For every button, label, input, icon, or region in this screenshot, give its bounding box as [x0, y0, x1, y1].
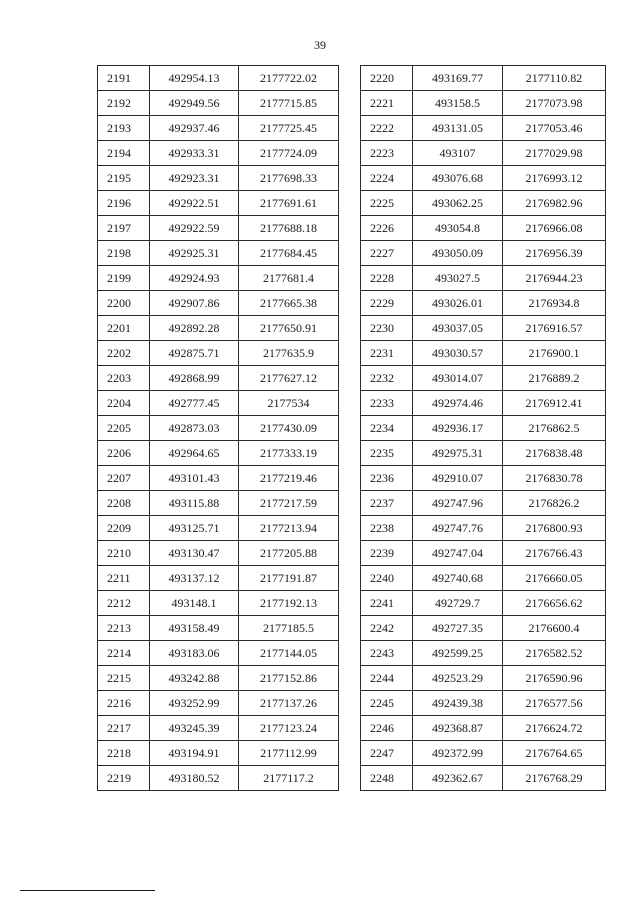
point-id-cell: 2200 [98, 291, 150, 316]
table-row [361, 766, 606, 791]
x-coordinate-cell: 492777.45 [150, 391, 239, 416]
table-row [98, 316, 339, 341]
point-id-cell: 2222 [361, 116, 413, 141]
table-row [98, 716, 339, 741]
y-coordinate-cell: 2177217.59 [239, 491, 339, 516]
point-id-cell: 2238 [361, 516, 413, 541]
table-row [98, 341, 339, 366]
table-row [361, 266, 606, 291]
table-row [98, 391, 339, 416]
point-id-cell: 2218 [98, 741, 150, 766]
y-coordinate-cell: 2176900.1 [503, 341, 606, 366]
point-id-cell: 2228 [361, 266, 413, 291]
point-id-cell: 2203 [98, 366, 150, 391]
table-row [98, 216, 339, 241]
y-coordinate-cell: 2177650.91 [239, 316, 339, 341]
y-coordinate-cell: 2176956.39 [503, 241, 606, 266]
point-id-cell: 2193 [98, 116, 150, 141]
y-coordinate-cell: 2177635.9 [239, 341, 339, 366]
y-coordinate-cell: 2177681.4 [239, 266, 339, 291]
y-coordinate-cell: 2177191.87 [239, 566, 339, 591]
y-coordinate-cell: 2176944.23 [503, 266, 606, 291]
x-coordinate-cell: 492372.99 [413, 741, 503, 766]
table-row [361, 491, 606, 516]
y-coordinate-cell: 2177213.94 [239, 516, 339, 541]
y-coordinate-cell: 2176916.57 [503, 316, 606, 341]
table-row [361, 666, 606, 691]
x-coordinate-cell: 492368.87 [413, 716, 503, 741]
table-row [361, 216, 606, 241]
table-row [361, 566, 606, 591]
table-row [98, 491, 339, 516]
x-coordinate-cell: 493014.07 [413, 366, 503, 391]
x-coordinate-cell: 493169.77 [413, 66, 503, 91]
table-row [361, 191, 606, 216]
point-id-cell: 2246 [361, 716, 413, 741]
table-row [98, 741, 339, 766]
y-coordinate-cell: 2177123.24 [239, 716, 339, 741]
y-coordinate-cell: 2177534 [239, 391, 339, 416]
table-row [98, 541, 339, 566]
footnote-rule [20, 890, 155, 891]
x-coordinate-cell: 493148.1 [150, 591, 239, 616]
y-coordinate-cell: 2177722.02 [239, 66, 339, 91]
point-id-cell: 2212 [98, 591, 150, 616]
table-row [361, 341, 606, 366]
point-id-cell: 2224 [361, 166, 413, 191]
x-coordinate-cell: 492523.29 [413, 666, 503, 691]
point-id-cell: 2242 [361, 616, 413, 641]
x-coordinate-cell: 493027.5 [413, 266, 503, 291]
x-coordinate-cell: 492599.25 [413, 641, 503, 666]
y-coordinate-cell: 2176600.4 [503, 616, 606, 641]
x-coordinate-cell: 492875.71 [150, 341, 239, 366]
y-coordinate-cell: 2177053.46 [503, 116, 606, 141]
table-row [98, 366, 339, 391]
table-row [361, 366, 606, 391]
table-row [361, 91, 606, 116]
point-id-cell: 2240 [361, 566, 413, 591]
table-row [361, 416, 606, 441]
x-coordinate-cell: 492923.31 [150, 166, 239, 191]
x-coordinate-cell: 492936.17 [413, 416, 503, 441]
y-coordinate-cell: 2177137.26 [239, 691, 339, 716]
point-id-cell: 2199 [98, 266, 150, 291]
y-coordinate-cell: 2177152.86 [239, 666, 339, 691]
table-row [98, 466, 339, 491]
y-coordinate-cell: 2177333.19 [239, 441, 339, 466]
point-id-cell: 2244 [361, 666, 413, 691]
table-row [98, 566, 339, 591]
x-coordinate-cell: 492922.51 [150, 191, 239, 216]
point-id-cell: 2223 [361, 141, 413, 166]
x-coordinate-cell: 493026.01 [413, 291, 503, 316]
x-coordinate-cell: 493131.05 [413, 116, 503, 141]
x-coordinate-cell: 492974.46 [413, 391, 503, 416]
table-row [361, 116, 606, 141]
table-row [361, 66, 606, 91]
y-coordinate-cell: 2177192.13 [239, 591, 339, 616]
y-coordinate-cell: 2177029.98 [503, 141, 606, 166]
y-coordinate-cell: 2177715.85 [239, 91, 339, 116]
x-coordinate-cell: 492907.86 [150, 291, 239, 316]
y-coordinate-cell: 2176624.72 [503, 716, 606, 741]
table-row [361, 741, 606, 766]
table-row [98, 641, 339, 666]
y-coordinate-cell: 2176768.29 [503, 766, 606, 791]
y-coordinate-cell: 2177185.5 [239, 616, 339, 641]
point-id-cell: 2221 [361, 91, 413, 116]
y-coordinate-cell: 2176934.8 [503, 291, 606, 316]
x-coordinate-cell: 493130.47 [150, 541, 239, 566]
x-coordinate-cell: 492892.28 [150, 316, 239, 341]
x-coordinate-cell: 492727.35 [413, 616, 503, 641]
point-id-cell: 2219 [98, 766, 150, 791]
table-row [361, 591, 606, 616]
x-coordinate-cell: 492747.76 [413, 516, 503, 541]
table-row [98, 166, 339, 191]
point-id-cell: 2209 [98, 516, 150, 541]
x-coordinate-cell: 492729.7 [413, 591, 503, 616]
x-coordinate-cell: 492747.96 [413, 491, 503, 516]
x-coordinate-cell: 493125.71 [150, 516, 239, 541]
point-id-cell: 2198 [98, 241, 150, 266]
table-row [98, 416, 339, 441]
point-id-cell: 2191 [98, 66, 150, 91]
point-id-cell: 2226 [361, 216, 413, 241]
point-id-cell: 2245 [361, 691, 413, 716]
y-coordinate-cell: 2176582.52 [503, 641, 606, 666]
y-coordinate-cell: 2177219.46 [239, 466, 339, 491]
table-row [361, 616, 606, 641]
x-coordinate-cell: 492362.67 [413, 766, 503, 791]
point-id-cell: 2237 [361, 491, 413, 516]
x-coordinate-cell: 492954.13 [150, 66, 239, 91]
table-row [98, 266, 339, 291]
point-id-cell: 2230 [361, 316, 413, 341]
point-id-cell: 2196 [98, 191, 150, 216]
point-id-cell: 2243 [361, 641, 413, 666]
table-row [98, 766, 339, 791]
table-row [98, 516, 339, 541]
point-id-cell: 2232 [361, 366, 413, 391]
table-row [98, 591, 339, 616]
x-coordinate-cell: 493242.88 [150, 666, 239, 691]
point-id-cell: 2233 [361, 391, 413, 416]
y-coordinate-cell: 2176764.65 [503, 741, 606, 766]
y-coordinate-cell: 2177684.45 [239, 241, 339, 266]
x-coordinate-cell: 493252.99 [150, 691, 239, 716]
x-coordinate-cell: 493137.12 [150, 566, 239, 591]
y-coordinate-cell: 2177698.33 [239, 166, 339, 191]
x-coordinate-cell: 492910.07 [413, 466, 503, 491]
table-row [361, 441, 606, 466]
point-id-cell: 2217 [98, 716, 150, 741]
table-row [361, 691, 606, 716]
x-coordinate-cell: 492964.65 [150, 441, 239, 466]
y-coordinate-cell: 2176862.5 [503, 416, 606, 441]
point-id-cell: 2227 [361, 241, 413, 266]
y-coordinate-cell: 2177688.18 [239, 216, 339, 241]
y-coordinate-cell: 2176660.05 [503, 566, 606, 591]
x-coordinate-cell: 493050.09 [413, 241, 503, 266]
point-id-cell: 2195 [98, 166, 150, 191]
table-row [98, 291, 339, 316]
point-id-cell: 2247 [361, 741, 413, 766]
x-coordinate-cell: 492949.56 [150, 91, 239, 116]
y-coordinate-cell: 2177144.05 [239, 641, 339, 666]
table-row [361, 541, 606, 566]
table-row [361, 166, 606, 191]
point-id-cell: 2225 [361, 191, 413, 216]
x-coordinate-cell: 493158.49 [150, 616, 239, 641]
y-coordinate-cell: 2177665.38 [239, 291, 339, 316]
x-coordinate-cell: 493194.91 [150, 741, 239, 766]
point-id-cell: 2194 [98, 141, 150, 166]
y-coordinate-cell: 2177117.2 [239, 766, 339, 791]
x-coordinate-cell: 493115.88 [150, 491, 239, 516]
y-coordinate-cell: 2177205.88 [239, 541, 339, 566]
table-row [361, 316, 606, 341]
point-id-cell: 2210 [98, 541, 150, 566]
point-id-cell: 2205 [98, 416, 150, 441]
point-id-cell: 2239 [361, 541, 413, 566]
x-coordinate-cell: 493245.39 [150, 716, 239, 741]
y-coordinate-cell: 2176966.08 [503, 216, 606, 241]
point-id-cell: 2197 [98, 216, 150, 241]
x-coordinate-cell: 493054.8 [413, 216, 503, 241]
x-coordinate-cell: 492747.04 [413, 541, 503, 566]
x-coordinate-cell: 493062.25 [413, 191, 503, 216]
x-coordinate-cell: 493183.06 [150, 641, 239, 666]
point-id-cell: 2213 [98, 616, 150, 641]
y-coordinate-cell: 2177691.61 [239, 191, 339, 216]
y-coordinate-cell: 2177073.98 [503, 91, 606, 116]
point-id-cell: 2208 [98, 491, 150, 516]
coordinate-table-left [97, 65, 339, 791]
point-id-cell: 2216 [98, 691, 150, 716]
table-row [361, 291, 606, 316]
y-coordinate-cell: 2177430.09 [239, 416, 339, 441]
point-id-cell: 2192 [98, 91, 150, 116]
table-row [361, 641, 606, 666]
table-row [98, 116, 339, 141]
x-coordinate-cell: 492868.99 [150, 366, 239, 391]
y-coordinate-cell: 2176800.93 [503, 516, 606, 541]
y-coordinate-cell: 2176912.41 [503, 391, 606, 416]
x-coordinate-cell: 493101.43 [150, 466, 239, 491]
x-coordinate-cell: 492925.31 [150, 241, 239, 266]
table-row [361, 391, 606, 416]
point-id-cell: 2204 [98, 391, 150, 416]
table-row [98, 241, 339, 266]
y-coordinate-cell: 2177724.09 [239, 141, 339, 166]
table-row [361, 716, 606, 741]
y-coordinate-cell: 2176889.2 [503, 366, 606, 391]
point-id-cell: 2215 [98, 666, 150, 691]
x-coordinate-cell: 493107 [413, 141, 503, 166]
point-id-cell: 2206 [98, 441, 150, 466]
y-coordinate-cell: 2177112.99 [239, 741, 339, 766]
table-row [98, 616, 339, 641]
point-id-cell: 2236 [361, 466, 413, 491]
x-coordinate-cell: 493180.52 [150, 766, 239, 791]
y-coordinate-cell: 2177725.45 [239, 116, 339, 141]
point-id-cell: 2234 [361, 416, 413, 441]
y-coordinate-cell: 2176590.96 [503, 666, 606, 691]
table-row [361, 516, 606, 541]
point-id-cell: 2207 [98, 466, 150, 491]
x-coordinate-cell: 493037.05 [413, 316, 503, 341]
point-id-cell: 2202 [98, 341, 150, 366]
y-coordinate-cell: 2176993.12 [503, 166, 606, 191]
point-id-cell: 2248 [361, 766, 413, 791]
page-number: 39 [314, 38, 326, 52]
x-coordinate-cell: 492933.31 [150, 141, 239, 166]
x-coordinate-cell: 492873.03 [150, 416, 239, 441]
y-coordinate-cell: 2177627.12 [239, 366, 339, 391]
x-coordinate-cell: 492924.93 [150, 266, 239, 291]
table-row [361, 141, 606, 166]
y-coordinate-cell: 2176826.2 [503, 491, 606, 516]
point-id-cell: 2211 [98, 566, 150, 591]
y-coordinate-cell: 2176838.48 [503, 441, 606, 466]
table-row [361, 466, 606, 491]
table-row [98, 441, 339, 466]
y-coordinate-cell: 2176656.62 [503, 591, 606, 616]
table-row [98, 66, 339, 91]
point-id-cell: 2241 [361, 591, 413, 616]
x-coordinate-cell: 492937.46 [150, 116, 239, 141]
y-coordinate-cell: 2177110.82 [503, 66, 606, 91]
x-coordinate-cell: 493030.57 [413, 341, 503, 366]
table-row [361, 241, 606, 266]
x-coordinate-cell: 493076.68 [413, 166, 503, 191]
point-id-cell: 2229 [361, 291, 413, 316]
coordinate-table-right [360, 65, 606, 791]
point-id-cell: 2201 [98, 316, 150, 341]
y-coordinate-cell: 2176982.96 [503, 191, 606, 216]
y-coordinate-cell: 2176766.43 [503, 541, 606, 566]
point-id-cell: 2214 [98, 641, 150, 666]
x-coordinate-cell: 492975.31 [413, 441, 503, 466]
y-coordinate-cell: 2176830.78 [503, 466, 606, 491]
x-coordinate-cell: 492922.59 [150, 216, 239, 241]
point-id-cell: 2220 [361, 66, 413, 91]
y-coordinate-cell: 2176577.56 [503, 691, 606, 716]
x-coordinate-cell: 492740.68 [413, 566, 503, 591]
point-id-cell: 2235 [361, 441, 413, 466]
table-row [98, 141, 339, 166]
table-row [98, 91, 339, 116]
table-row [98, 666, 339, 691]
table-row [98, 191, 339, 216]
x-coordinate-cell: 492439.38 [413, 691, 503, 716]
x-coordinate-cell: 493158.5 [413, 91, 503, 116]
table-row [98, 691, 339, 716]
point-id-cell: 2231 [361, 341, 413, 366]
